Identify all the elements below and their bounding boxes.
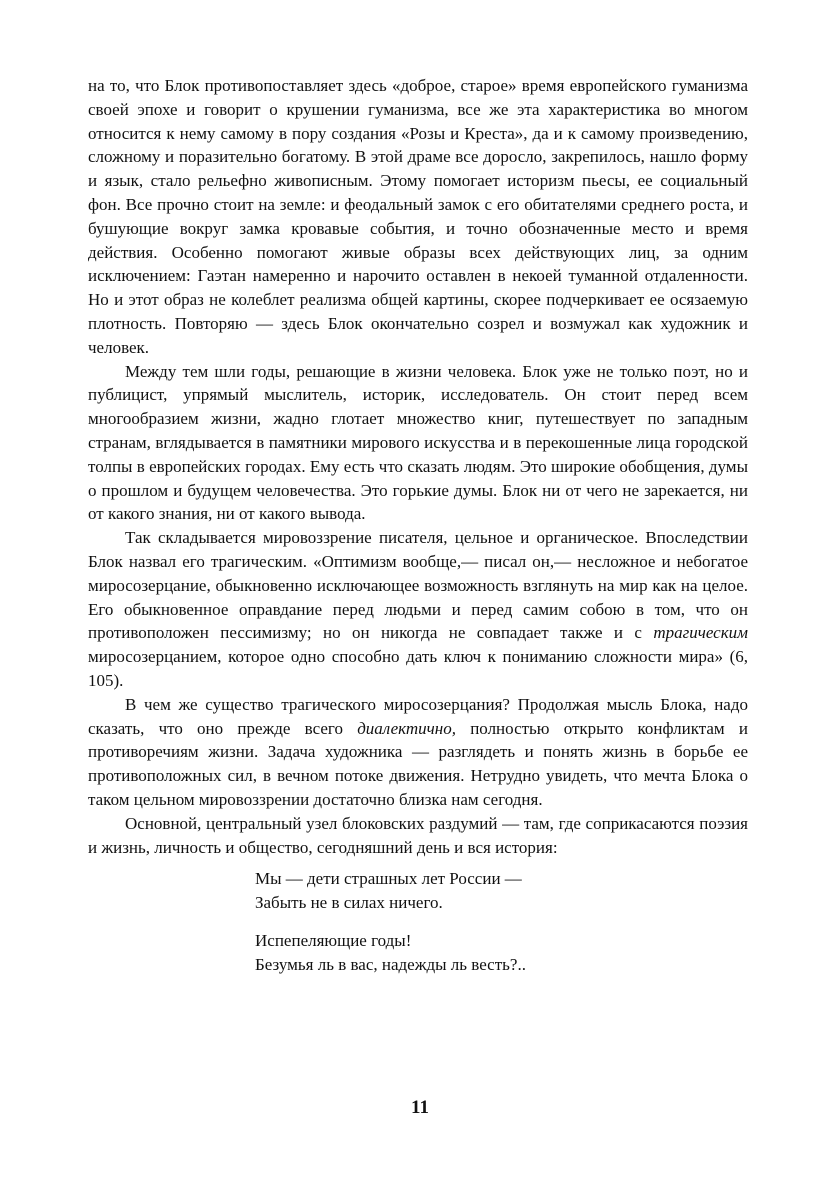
- poem-quote: [255, 867, 748, 976]
- paragraph-years: [88, 360, 748, 527]
- poem-line: Забыть не в силах ничего.: [255, 893, 443, 913]
- poem-line: Испепеляющие годы!: [255, 930, 412, 950]
- emphasized-text: диалектично,: [357, 718, 456, 738]
- poem-line: Мы — дети страшных лет России —: [255, 869, 522, 889]
- text-run: В чем же существо трагического миросозерцания? Продолжая мысль Блока, надо сказать, что оно прежде всего: [88, 694, 748, 738]
- page-number: 11: [411, 1097, 429, 1118]
- poem-stanza: [255, 929, 748, 977]
- paragraph-worldview: [88, 526, 748, 693]
- text-run: на то, что Блок противопоставляет здесь «доброе, старое» время европейского гуманизма своей эпохе и говорит о крушении гуманизма, все же эта характеристика во многом относится к нему самому в пору создания «Розы и Креста», да и к самому произведению, сложному и поразительно богатому. В этой драме все доросло, закрепилось, нашло форму и язык, стало рельефно живописным. Этому помогает историзм пьесы, ее социальный фон. Все прочно стоит на земле: и феодальный замок с его обитателями среднего роста, и бушующие вокруг замка кровавые события, и точно обозначенные место и время действия. Особенно помогают живые образы всех действующих лиц, за одним исключением: Гаэтан намеренно и нарочито оставлен в некоей туманной отдаленности. Но и этот образ не колеблет реализма общей картины, скорее подчеркивает ее осязаемую плотность. Повторяю — здесь Блок окончательно созрел и возмужал как художник и человек.: [88, 76, 748, 357]
- paragraph-continuation: [88, 74, 748, 360]
- paragraph-essence: [88, 693, 748, 812]
- poem-stanza: [255, 867, 748, 915]
- page-body: [88, 74, 748, 990]
- body-text: [88, 74, 748, 859]
- text-run: Между тем шли годы, решающие в жизни человека. Блок уже не только поэт, но и публицист, упрямый мыслитель, историк, исследователь. Он стоит перед всем многообразием жизни, жадно глотает множество книг, путешествует по западным странам, вглядывается в памятники мирового искусства и в перекошенные лица городской толпы в европейских городах. Ему есть что сказать людям. Это широкие обобщения, думы о прошлом и будущем человечества. Это горькие думы. Блок ни от чего не зарекается, ни от какого знания, ни от какого вывода.: [88, 361, 748, 524]
- paragraph-knot: [88, 812, 748, 860]
- poem-line: Безумья ль в вас, надежды ль весть?..: [255, 954, 526, 974]
- emphasized-text: трагическим: [653, 623, 748, 643]
- text-run: миросозерцанием, которое одно способно дать ключ к пониманию сложности мира» (6, 105).: [88, 647, 748, 690]
- text-run: Так складывается мировоззрение писателя, цельное и органическое. Впоследствии Блок назвал его трагическим. «Оптимизм вообще,— писал он,— несложное и небогатое миросозерцание, обыкновенно исключающее возможность взглянуть на мир как на целое. Его обыкновенное оправдание перед людьми и перед самим собою в том, что он противоположен пессимизму; но он никогда не совпадает также и с: [88, 528, 748, 643]
- text-run: Основной, центральный узел блоковских раздумий — там, где соприкасаются поэзия и жизнь, личность и общество, сегодняшний день и вся история:: [88, 813, 748, 857]
- text-run: полностью открыто конфликтам и противоречиям жизни. Задача художника — разглядеть и понять жизнь в борьбе ее противоположных сил, в вечном потоке движения. Нетрудно увидеть, что мечта Блока о таком цельном мировоззрении достаточно близка нам сегодня.: [88, 718, 749, 809]
